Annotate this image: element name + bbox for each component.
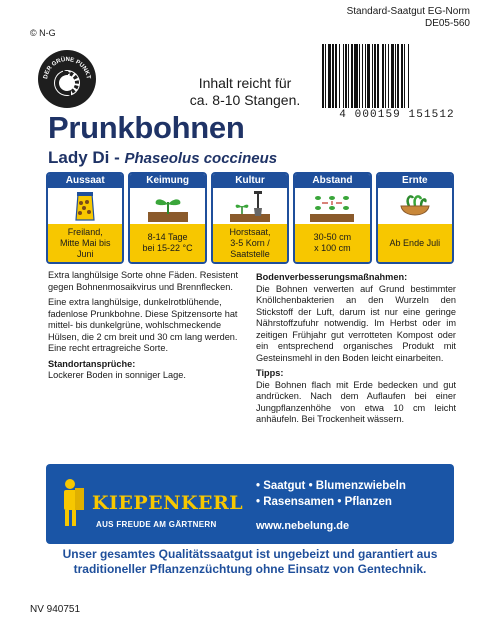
info-box-header: Aussaat	[48, 174, 122, 188]
spacing-icon	[295, 188, 369, 224]
info-box-value: Horstsaat, 3-5 Korn / Saatstelle	[213, 224, 287, 262]
kiepenkerl-logo	[56, 474, 246, 534]
description-long: Eine extra langhülsige, dunkelrotblühende, fadenlose Prunkbohne. Diese Spitzensorte hat mittel- bis dunkelgrüne, wohlschmeckende Hülsen, die 2 cm breit und 30 cm lang werden. Eine recht ertragreiche Sorte.	[48, 297, 238, 353]
boden-text: Die Bohnen verwerten auf Grund bestimmter Knöllchenbakterien an den Wurzeln den Stickstoff der Luft, darum ist nur eine geringe Nährstoffzufuhr notwendig. Im Herbst oder im zeitigen Frühjahr gut verrotteten Kompost oder ein entsprechend organisches Produkt mit Gesteinsmehl in den Boden leicht einarbeiten.	[256, 283, 456, 363]
promise-line-2: traditioneller Pflanzenzüchtung ohne Einsatz von Gentechnik.	[73, 562, 427, 576]
latin-name: Phaseolus coccineus	[124, 150, 278, 167]
barcode-digits: 4 000159 151512	[339, 109, 455, 121]
gruener-punkt-logo	[38, 50, 96, 108]
info-box-header: Keimung	[130, 174, 204, 188]
variety-name: Lady Di -	[48, 148, 125, 167]
article-number: NV 940751	[30, 604, 81, 615]
tipps-heading: Tipps:	[256, 368, 284, 378]
promise-line-1: Unser gesamtes Qualitätssaatgut ist ungebeizt und garantiert aus	[62, 547, 438, 561]
barcode-bars	[322, 44, 472, 108]
info-box-ernte	[376, 172, 454, 264]
info-box-aussaat	[46, 172, 124, 264]
brand-product-line-1: • Saatgut • Blumenzwiebeln	[256, 480, 406, 492]
info-box-header: Abstand	[295, 174, 369, 188]
barcode	[322, 44, 472, 122]
info-box-value: Freiland, Mitte Mai bis Juni	[48, 224, 122, 262]
info-box-value: 8-14 Tage bei 15-22 °C	[130, 224, 204, 262]
info-box-header: Kultur	[213, 174, 287, 188]
content-amount	[170, 75, 320, 109]
description-short: Extra langhülsige Sorte ohne Fäden. Resistent gegen Bohnenmosaikvirus und Brennflecken.	[48, 270, 238, 292]
gruener-punkt-text: DER GRÜNE PUNKT	[43, 56, 91, 80]
harvest-bowl-icon	[378, 188, 452, 224]
barcode-bar	[409, 44, 411, 108]
sprout-icon	[130, 188, 204, 224]
standort-heading: Standortansprüche:	[48, 358, 136, 369]
copyright-note: © N-G	[30, 28, 56, 38]
content-amount-line-1: Inhalt reicht für	[198, 75, 292, 91]
standard-line-1: Standard-Saatgut EG-Norm	[346, 6, 470, 17]
cultivation-info-row	[46, 172, 454, 264]
seed-bag-icon	[48, 188, 122, 224]
tipps-text: Die Bohnen flach mit Erde bedecken und gut andrücken. Nach dem Auflaufen bei einer Jungpflanzenhöhe von etwa 10 cm leicht anhäufeln. Bei Trockenheit wässern.	[256, 379, 456, 424]
brand-name: KIEPENKERL	[92, 492, 244, 514]
kiepenkerl-figure-icon	[56, 476, 86, 532]
brand-bar	[46, 464, 454, 544]
quality-promise	[40, 547, 460, 577]
standard-label	[347, 6, 470, 30]
info-box-value: 30-50 cm x 100 cm	[295, 224, 369, 262]
info-box-kultur	[211, 172, 289, 264]
product-subtitle	[48, 148, 277, 168]
standard-line-2: DE05-560	[424, 18, 470, 29]
brand-tagline: AUS FREUDE AM GÄRTNERN	[96, 520, 217, 529]
content-amount-line-2: ca. 8-10 Stangen.	[189, 92, 301, 108]
product-title: Prunkbohnen	[48, 110, 245, 145]
boden-heading: Bodenverbesserungsmaßnahmen:	[256, 272, 408, 282]
brand-product-list	[256, 478, 406, 510]
brand-url: www.nebelung.de	[256, 520, 350, 532]
spade-plant-icon	[213, 188, 287, 224]
brand-product-line-2: • Rasensamen • Pflanzen	[256, 496, 392, 508]
info-box-header: Ernte	[378, 174, 452, 188]
info-box-keimung	[128, 172, 206, 264]
info-box-abstand	[293, 172, 371, 264]
description-column	[48, 270, 248, 386]
instructions-column	[256, 270, 456, 430]
info-box-value: Ab Ende Juli	[378, 224, 452, 262]
standort-text: Lockerer Boden in sonniger Lage.	[48, 370, 186, 380]
